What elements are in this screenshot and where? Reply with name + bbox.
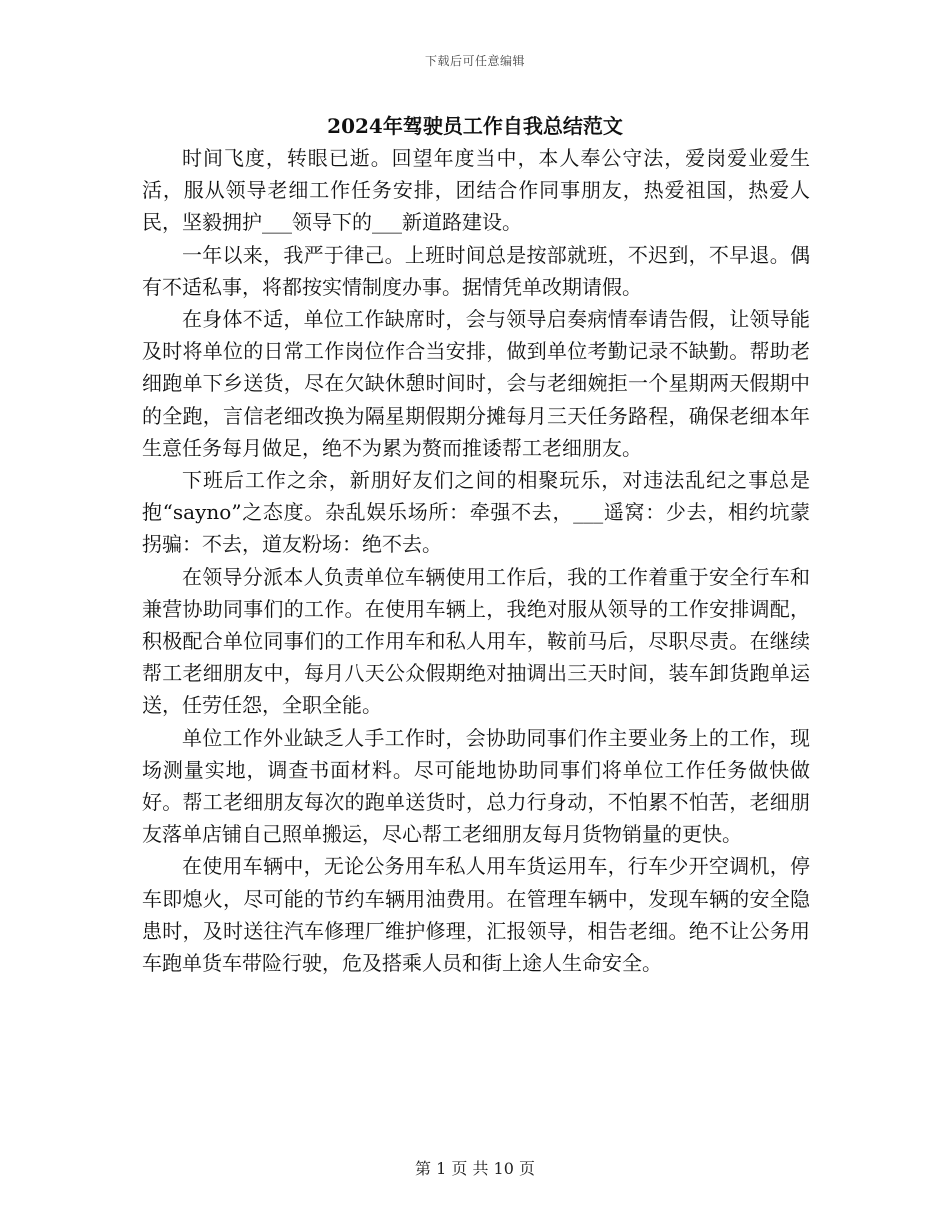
paragraph: 一年以来，我严于律己。上班时间总是按部就班，不迟到，不早退。偶有不适私事，将都按实情制度办事。据情凭单改期请假。 xyxy=(142,242,810,299)
document-body xyxy=(142,142,810,979)
document-title: 2024年驾驶员工作自我总结范文 xyxy=(327,114,623,138)
page-header-note: 下载后可任意编辑 xyxy=(424,54,525,68)
paragraph: 下班后工作之余，新朋好友们之间的相聚玩乐，对违法乱纪之事总是抱“sayno”之态度。杂乱娱乐场所：牵强不去，___遥窝：少去，相约坑蒙拐骗：不去，道友粉场：绝不去。 xyxy=(142,468,810,557)
paragraph: 在使用车辆中，无论公务用车私人用车货运用车，行车少开空调机，停车即熄火，尽可能的节约车辆用油费用。在管理车辆中，发现车辆的安全隐患时，及时送往汽车修理厂维护修理，汇报领导，相告老细。绝不让公务用车跑单货车带险行驶，危及搭乘人员和街上途人生命安全。 xyxy=(142,854,810,976)
page-number: 第 1 页 共 10 页 xyxy=(415,1159,535,1178)
paragraph: 在身体不适，单位工作缺席时，会与领导启奏病情奉请告假，让领导能及时将单位的日常工作岗位作合当安排，做到单位考勤记录不缺勤。帮助老细跑单下乡送货，尽在欠缺休憩时间时，会与老细婉拒一个星期两天假期中的全跑，言信老细改换为隔星期假期分摊每月三天任务路程，确保老细本年生意任务每月做足，绝不为累为赘而推诿帮工老细朋友。 xyxy=(142,307,810,460)
paragraph: 时间飞度，转眼已逝。回望年度当中，本人奉公守法，爱岗爱业爱生活，服从领导老细工作任务安排，团结合作同事朋友，热爱祖国，热爱人民，坚毅拥护___领导下的___新道路建设。 xyxy=(142,146,810,235)
paragraph: 在领导分派本人负责单位车辆使用工作后，我的工作着重于安全行车和兼营协助同事们的工作。在使用车辆上，我绝对服从领导的工作安排调配，积极配合单位同事们的工作用车和私人用车，鞍前马后，尽职尽责。在继续帮工老细朋友中，每月八天公众假期绝对抽调出三天时间，装车卸货跑单运送，任劳任怨，全职全能。 xyxy=(142,564,810,718)
paragraph: 单位工作外业缺乏人手工作时，会协助同事们作主要业务上的工作，现场测量实地，调查书面材料。尽可能地协助同事们将单位工作任务做快做好。帮工老细朋友每次的跑单送货时，总力行身动，不怕累不怕苦，老细朋友落单店铺自己照单搬运，尽心帮工老细朋友每月货物销量的更快。 xyxy=(142,725,810,847)
